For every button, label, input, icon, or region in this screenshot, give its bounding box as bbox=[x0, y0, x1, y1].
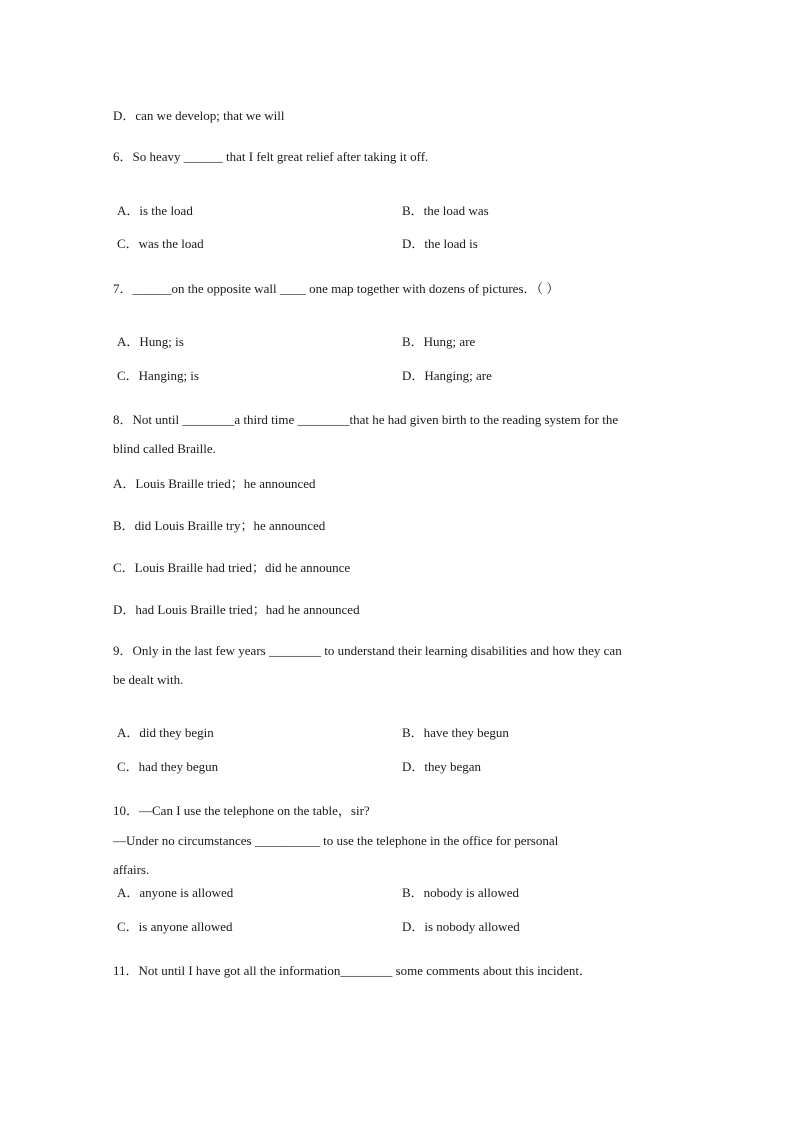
q9-option-d: D．they began bbox=[402, 759, 482, 774]
q9-option-b: B．have they begun bbox=[402, 725, 509, 740]
q8-option-b: B．did Louis Braille try；he announced bbox=[113, 518, 326, 533]
q7-option-d: D．Hanging; are bbox=[402, 368, 492, 383]
q9-option-a: A．did they begin bbox=[117, 725, 214, 740]
q9-stem-line1: 9．Only in the last few years ________ to understand their learning disabilities and how they can bbox=[113, 643, 622, 658]
q10-option-c: C．is anyone allowed bbox=[117, 919, 233, 934]
q6-stem: 6．So heavy ______ that I felt great relief after taking it off. bbox=[113, 149, 429, 164]
q8-stem-line2: blind called Braille. bbox=[113, 441, 216, 456]
q5-option-d: D．can we develop; that we will bbox=[113, 108, 285, 123]
q7-option-c: C．Hanging; is bbox=[117, 368, 199, 383]
q10-stem-line1: 10．—Can I use the telephone on the table，sir? bbox=[113, 803, 370, 818]
q10-option-d: D．is nobody allowed bbox=[402, 919, 520, 934]
q8-option-a: A．Louis Braille tried；he announced bbox=[113, 476, 316, 491]
q10-option-a: A．anyone is allowed bbox=[117, 885, 234, 900]
q6-option-d: D．the load is bbox=[402, 236, 478, 251]
q10-stem-line3: affairs. bbox=[113, 862, 150, 877]
q6-option-c: C．was the load bbox=[117, 236, 204, 251]
q11-stem: 11．Not until I have got all the information________ some comments about this incident． bbox=[113, 963, 593, 978]
q8-option-d: D．had Louis Braille tried；had he announced bbox=[113, 602, 360, 617]
q8-stem-line1: 8．Not until ________a third time ________that he had given birth to the reading system for the bbox=[113, 412, 619, 427]
q7-option-a: A．Hung; is bbox=[117, 334, 184, 349]
q10-option-b: B．nobody is allowed bbox=[402, 885, 519, 900]
q7-stem: 7．______on the opposite wall ____ one map together with dozens of pictures．（ ） bbox=[113, 281, 560, 296]
q9-option-c: C．had they begun bbox=[117, 759, 219, 774]
q7-option-b: B．Hung; are bbox=[402, 334, 476, 349]
q8-option-c: C．Louis Braille had tried；did he announce bbox=[113, 560, 351, 575]
q10-stem-line2: —Under no circumstances __________ to use the telephone in the office for personal bbox=[113, 833, 559, 848]
q6-option-b: B．the load was bbox=[402, 203, 489, 218]
q6-option-a: A．is the load bbox=[117, 203, 193, 218]
q9-stem-line2: be dealt with. bbox=[113, 672, 184, 687]
